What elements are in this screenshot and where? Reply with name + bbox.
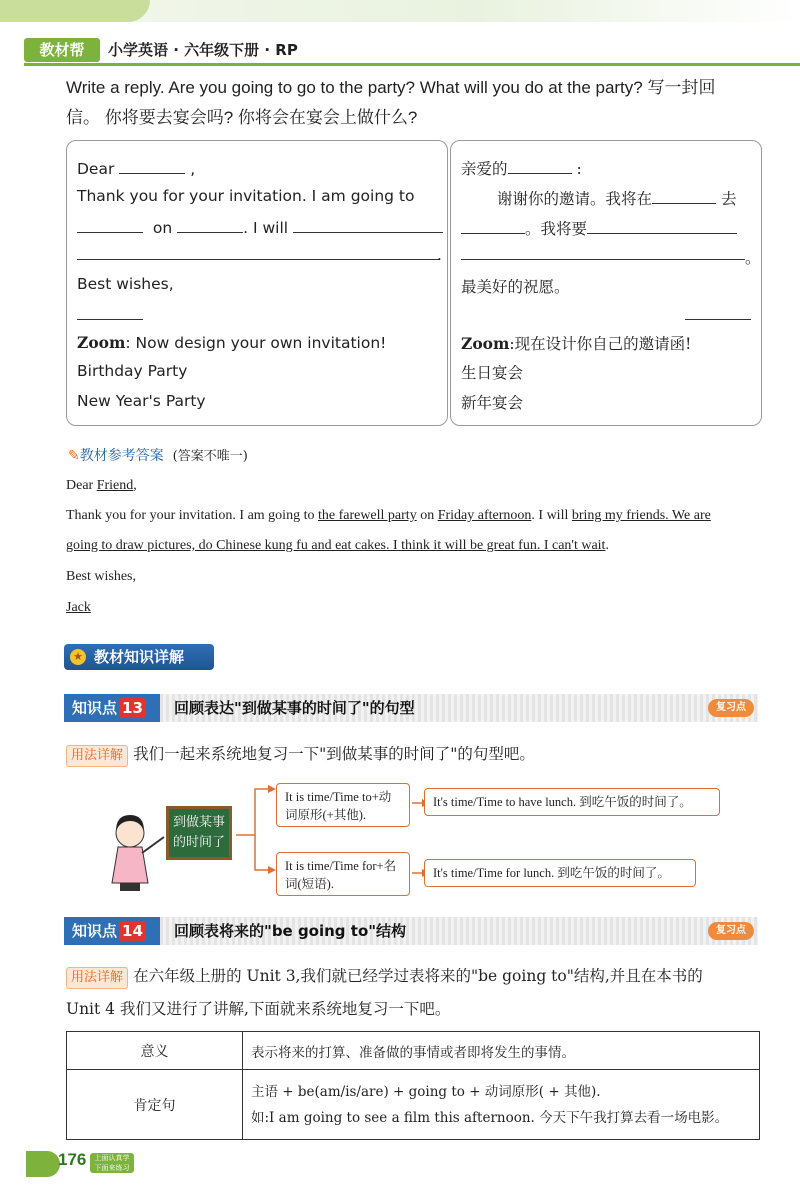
zoom-en: Zoom: Now design your own invitation! xyxy=(77,333,387,352)
page-number: 176 xyxy=(58,1150,87,1169)
letter-cn-will: 。我将要 xyxy=(461,217,737,239)
reference-title: ✎教材参考答案 (答案不唯一) xyxy=(68,448,248,464)
invite-birthday: Birthday Party xyxy=(77,362,188,380)
section-banner: 教材知识详解 xyxy=(64,644,214,670)
table-row xyxy=(67,1070,760,1140)
invite-cn-birthday: 生日宴会 xyxy=(461,364,524,382)
letter-on-line: on . I will xyxy=(77,217,443,237)
ref-line-3: going to draw pictures, do Chinese kung fu and eat cakes. I think it will be great fun. I can't wait. xyxy=(66,538,609,553)
table-value-affirmative: 主语 + be(am/is/are) + going to + 动词原形( + 其他). 如:I am going to see a film this afternoon. 今天下午我打算去看一场电影。 xyxy=(243,1070,760,1140)
kp13-badge: 知识点 13 xyxy=(64,694,160,722)
kp14-review-tag: 复习点 xyxy=(708,922,754,940)
kp13-example-1: It's time/Time to have lunch. 到吃午饭的时间了。 xyxy=(424,788,720,816)
letter-best: Best wishes, xyxy=(77,275,174,293)
task-line-2: 信。 你将要去宴会吗? 你将会在宴会上做什么? xyxy=(66,108,418,127)
be-going-to-table xyxy=(66,1031,760,1140)
kp13-rule-2: It is time/Time for+名词(短语). xyxy=(276,852,410,896)
invite-newyear: New Year's Party xyxy=(77,392,206,410)
letter-dear: Dear , xyxy=(77,160,196,178)
letter-box-english: Dear , Thank you for your invitation. I am going to on . I will . Best wishes, Zoom: Now design your own invitation! Birthday Party New Year's Party xyxy=(66,140,448,426)
ref-dear: Dear Friend, xyxy=(66,478,137,493)
letter-cn-dear: 亲爱的 : xyxy=(461,160,582,178)
table-key-meaning: 意义 xyxy=(67,1032,243,1070)
kp14-desc-2: Unit 4 我们又进行了讲解,下面就来系统地复习一下吧。 xyxy=(66,1000,451,1018)
invite-cn-newyear: 新年宴会 xyxy=(461,394,524,412)
letter-cn-write-line xyxy=(461,259,745,260)
ref-line-2: Thank you for your invitation. I am going to the farewell party on Friday afternoon. I will bring my friends. We are xyxy=(66,508,711,523)
ref-sign: Jack xyxy=(66,600,91,615)
letter-write-line xyxy=(77,259,439,260)
kp13-bar xyxy=(64,694,758,722)
usage-badge: 用法详解 xyxy=(66,745,128,767)
page-tag: 上面认真学 下面来练习 xyxy=(90,1153,134,1173)
kp14-badge: 知识点 14 xyxy=(64,917,160,945)
letter-thank: Thank you for your invitation. I am going to xyxy=(77,187,415,205)
pencil-icon: ✎ xyxy=(68,448,80,464)
task-line-1: Write a reply. Are you going to go to the party? What will you do at the party? 写一封回 xyxy=(66,78,716,97)
ref-best: Best wishes, xyxy=(66,569,136,584)
star-icon: ★ xyxy=(70,649,86,665)
book-badge: 教材帮 xyxy=(24,38,100,62)
teacher-illustration xyxy=(112,815,164,891)
letter-box-chinese: 亲爱的 : 谢谢你的邀请。我将在 去 。我将要 。 最美好的祝愿。 Zoom:现在设计你自己的邀请函! 生日宴会 新年宴会 xyxy=(450,140,762,426)
letter-cn-sign-line xyxy=(685,319,751,320)
chalkboard: 到做某事的时间了 xyxy=(166,806,232,860)
kp14-bar xyxy=(64,917,758,945)
header-decoration xyxy=(0,0,150,22)
book-title: 小学英语 · 六年级下册 · RP xyxy=(108,41,298,59)
kp13-rule-1: It is time/Time to+动词原形(+其他). xyxy=(276,783,410,827)
table-key-affirmative: 肯定句 xyxy=(67,1070,243,1140)
letter-sign-line xyxy=(77,319,143,320)
letter-cn-best: 最美好的祝愿。 xyxy=(461,278,570,296)
kp13-review-tag: 复习点 xyxy=(708,699,754,717)
kp14-usage-line: 用法详解 在六年级上册的 Unit 3,我们就已经学过表将来的"be going to"结构,并且在本书的 xyxy=(66,961,703,991)
page-decoration xyxy=(26,1151,60,1177)
kp13-title: 回顾表达"到做某事的时间了"的句型 xyxy=(174,699,415,717)
kp14-title: 回顾表将来的"be going to"结构 xyxy=(174,922,407,940)
table-row xyxy=(67,1032,760,1070)
header-rule xyxy=(24,63,800,66)
kp13-usage-line: 用法详解 我们一起来系统地复习一下"到做某事的时间了"的句型吧。 xyxy=(66,739,535,769)
table-value-meaning: 表示将来的打算、准备做的事情或者即将发生的事情。 xyxy=(243,1032,760,1070)
letter-cn-thank: 谢谢你的邀请。我将在 去 xyxy=(497,190,737,208)
kp13-example-2: It's time/Time for lunch. 到吃午饭的时间了。 xyxy=(424,859,696,887)
zoom-cn: Zoom:现在设计你自己的邀请函! xyxy=(461,334,692,353)
usage-badge: 用法详解 xyxy=(66,967,128,989)
